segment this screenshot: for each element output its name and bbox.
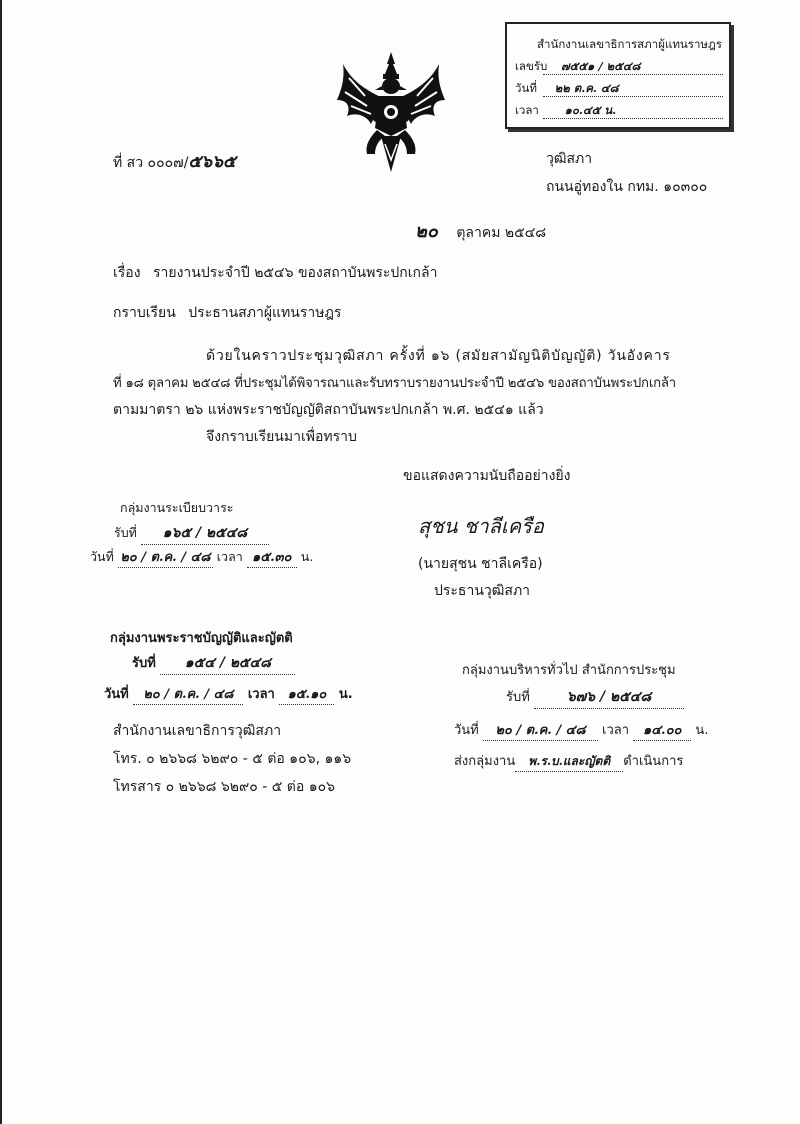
signature: สุชน ชาลีเครือ xyxy=(418,514,544,538)
footer-telephone: โทร. ๐ ๒๖๖๘ ๖๒๙๐ - ๕ ต่อ ๑๐๖, ๑๑๖ xyxy=(113,751,352,767)
registry-date-label: วันที่ xyxy=(90,549,114,564)
admin-no-value: ๖๗๖ / ๒๕๔๘ xyxy=(534,686,684,709)
body-line-2: ที่ ๑๘ ตุลาคม ๒๕๔๘ ที่ประชุมได้พิจารณาและรับทราบรายงานประจำปี ๒๕๔๖ ของสถาบันพระปกเกล้า xyxy=(113,376,677,391)
admin-forward-label: ส่งกลุ่มงาน xyxy=(454,754,516,769)
receipt-time-label: เวลา xyxy=(515,103,539,117)
registry-stamp-date xyxy=(90,546,313,568)
letter-date-month-year: ตุลาคม ๒๕๔๘ xyxy=(456,225,547,241)
admin-forward-suffix: ดำเนินการ xyxy=(623,754,684,769)
receipt-time-line xyxy=(543,118,723,119)
reference-prefix: ที่ สว ๐๐๐๗/ xyxy=(113,155,189,171)
receipt-stamp xyxy=(505,22,731,129)
scan-edge xyxy=(0,0,2,1124)
legislation-date-label: วันที่ xyxy=(104,687,129,702)
addressee-line xyxy=(113,302,341,324)
legislation-stamp-no xyxy=(132,652,295,675)
garuda-emblem-icon xyxy=(335,50,447,174)
registry-time-unit: น. xyxy=(300,549,314,564)
subject-label: เรื่อง xyxy=(113,265,141,281)
admin-stamp-forward xyxy=(454,750,683,772)
legislation-no-label: รับที่ xyxy=(132,656,156,671)
receipt-stamp-title: สำนักงานเลขาธิการสภาผู้แทนราษฎร xyxy=(537,37,722,51)
signer-title: ประธานวุฒิสภา xyxy=(434,583,531,599)
admin-time-value: ๑๔.๐๐ xyxy=(633,719,691,741)
receipt-date-label: วันที่ xyxy=(515,81,537,95)
footer-office: สำนักงานเลขาธิการวุฒิสภา xyxy=(113,723,282,739)
admin-forward-value: พ.ร.บ.และญัตติ xyxy=(515,752,623,772)
body-line-4: จึงกราบเรียนมาเพื่อทราบ xyxy=(206,429,357,445)
admin-date-label: วันที่ xyxy=(454,723,479,738)
legislation-date-value: ๒๐ / ต.ค. / ๔๘ xyxy=(133,683,243,705)
footer-fax: โทรสาร ๐ ๒๖๖๘ ๖๒๙๐ - ๕ ต่อ ๑๐๖ xyxy=(113,779,336,795)
registry-time-value: ๑๕.๓๐ xyxy=(247,546,297,568)
legislation-no-value: ๑๕๔ / ๒๕๔๘ xyxy=(160,652,295,675)
admin-no-label: รับที่ xyxy=(506,690,530,705)
receipt-date-line xyxy=(543,96,723,97)
addressee-label: กราบเรียน xyxy=(113,305,176,321)
registry-time-label: เวลา xyxy=(216,549,243,564)
body-line-3: ตามมาตรา ๒๖ แห่งพระราชบัญญัติสถาบันพระปกเกล้า พ.ศ. ๒๕๔๑ แล้ว xyxy=(113,402,544,418)
registry-no-label: รับที่ xyxy=(114,525,137,540)
legislation-stamp-title: กลุ่มงานพระราชบัญญัติและญัตติ xyxy=(110,631,293,646)
letter-date-day-handwritten: ๒๐ xyxy=(415,221,438,242)
registry-stamp-no xyxy=(114,522,269,545)
legislation-stamp-date xyxy=(104,683,353,705)
letter-date xyxy=(415,216,546,245)
admin-stamp-title: กลุ่มงานบริหารทั่วไป สำนักการประชุม xyxy=(462,663,676,678)
admin-stamp-no xyxy=(506,686,684,709)
registry-stamp-title: กลุ่มงานระเบียบวาระ xyxy=(120,500,234,515)
subject-text: รายงานประจำปี ๒๕๔๖ ของสถาบันพระปกเกล้า xyxy=(153,265,438,281)
receipt-time-value: ๑๐.๔๕ น. xyxy=(564,103,617,117)
closing-phrase: ขอแสดงความนับถืออย่างยิ่ง xyxy=(403,468,571,484)
signer-name: (นายสุชน ชาลีเครือ) xyxy=(418,556,543,572)
admin-date-value: ๒๐ / ต.ค. / ๔๘ xyxy=(483,719,598,741)
admin-time-unit: น. xyxy=(695,723,709,738)
body-line-1: ด้วยในคราวประชุมวุฒิสภา ครั้งที่ ๑๖ (สมัยสามัญนิติบัญญัติ) วันอังคาร xyxy=(206,348,671,364)
receipt-no-label: เลขรับ xyxy=(515,59,548,73)
receipt-date-value: ๒๒ ต.ค. ๔๘ xyxy=(554,81,619,95)
addressee-text: ประธานสภาผู้แทนราษฎร xyxy=(188,305,342,321)
admin-time-label: เวลา xyxy=(602,723,630,738)
sender-address: ถนนอู่ทองใน กทม. ๑๐๓๐๐ xyxy=(546,179,708,195)
registry-no-value: ๑๖๕ / ๒๕๔๘ xyxy=(141,522,269,545)
registry-date-value: ๒๐ / ต.ค. / ๔๘ xyxy=(118,546,213,568)
receipt-no-line xyxy=(543,74,723,75)
admin-stamp-date xyxy=(454,719,708,741)
legislation-time-value: ๑๕.๑๐ xyxy=(279,683,334,705)
reference-number xyxy=(113,148,236,175)
receipt-no-value: ๗๕๕๑ / ๒๕๔๘ xyxy=(560,59,641,73)
sender-org: วุฒิสภา xyxy=(546,151,593,167)
legislation-time-unit: น. xyxy=(338,687,353,702)
reference-number-handwritten: ๕๖๖๕ xyxy=(188,152,236,172)
legislation-time-label: เวลา xyxy=(247,687,275,702)
subject-line xyxy=(113,262,437,284)
